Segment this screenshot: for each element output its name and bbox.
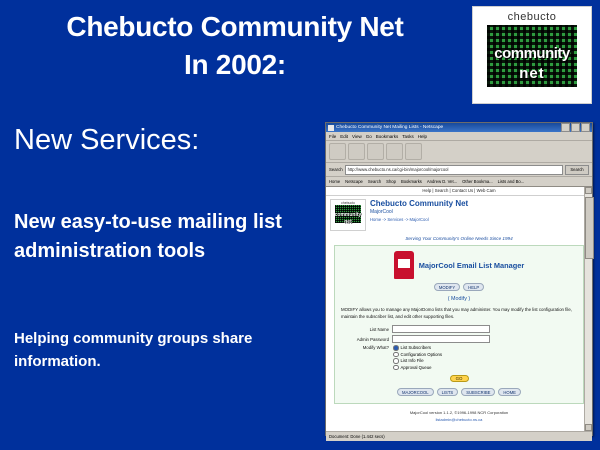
modify-heading: ( Modify ) — [447, 296, 471, 302]
site-logo-word-net: net — [344, 219, 352, 225]
web-page-content — [326, 187, 592, 431]
scrollbar-thumb[interactable] — [585, 197, 594, 259]
panel-bottom-buttons[interactable] — [341, 388, 577, 396]
option-label: List Info File — [400, 358, 424, 364]
close-button[interactable] — [581, 123, 590, 132]
site-logo — [330, 199, 366, 231]
page-title — [0, 8, 470, 84]
page-footer — [326, 410, 592, 423]
body-text-secondary: Helping community groups share information. — [14, 330, 253, 370]
bookmark-lists[interactable]: Lists and Bo... — [497, 179, 525, 184]
site-title: Chebucto Community Net — [370, 199, 469, 208]
option-label: Approval Queue — [400, 364, 432, 370]
radio-icon[interactable] — [393, 345, 399, 351]
list-name-label: List Name — [369, 326, 389, 332]
mailbox-icon — [394, 251, 414, 279]
option-label: Configuration Options — [400, 351, 443, 357]
headline: New Services: — [14, 124, 200, 156]
reload-button-icon[interactable] — [367, 143, 384, 160]
bookmark-home[interactable]: Home — [329, 179, 341, 184]
help-button[interactable]: HELP — [463, 283, 484, 291]
url-input[interactable]: http://www.chebucto.ns.ca/cgi-bin/majorcool/majorcool — [345, 165, 563, 175]
option-list-subscribers[interactable] — [393, 345, 442, 351]
bookmarks-toolbar[interactable] — [326, 177, 592, 187]
site-tagline: Serving Your Community's Online Needs Since 1994 — [405, 236, 513, 241]
site-logo-top-word: chebucto — [341, 201, 355, 205]
modify-what-label: Modify What? — [362, 345, 389, 351]
home-button[interactable]: HOME — [498, 388, 521, 396]
page-scrollbar[interactable] — [584, 187, 592, 431]
majorcool-button[interactable]: MAJORCOOL — [397, 388, 434, 396]
scroll-up-arrow-icon[interactable] — [585, 187, 592, 194]
footer-copyright: MajorCool version 1.1.2, ©1996-1998 NCR Corporation — [409, 410, 509, 416]
window-controls[interactable] — [561, 123, 590, 132]
search-button[interactable]: Search — [565, 165, 589, 175]
go-button[interactable]: GO — [450, 375, 469, 382]
logo-word-community: community — [494, 45, 570, 62]
option-approval-queue[interactable] — [393, 365, 442, 371]
forward-button-icon[interactable] — [348, 143, 365, 160]
radio-icon[interactable] — [393, 352, 399, 358]
browser-app-icon — [328, 125, 334, 131]
bookmark-bookmarks[interactable]: Bookmarks — [400, 179, 422, 184]
menu-help[interactable]: Help — [417, 133, 428, 139]
site-subtitle: MajorCool — [370, 209, 393, 215]
admin-password-input[interactable] — [392, 335, 490, 343]
site-header — [326, 196, 592, 233]
modify-button[interactable]: MODIFY — [434, 283, 460, 291]
modify-form[interactable] — [341, 325, 577, 382]
footer-email-link[interactable]: listadmin@chebucto.ns.ca — [435, 416, 483, 422]
home-button-icon[interactable] — [405, 143, 422, 160]
majorcool-panel — [334, 245, 584, 404]
menu-view[interactable]: View — [352, 133, 362, 139]
browser-statusbar — [326, 431, 592, 441]
list-name-input[interactable] — [392, 325, 490, 333]
panel-title: MajorCool Email List Manager — [418, 260, 525, 270]
chebucto-logo — [472, 6, 592, 104]
logo-top-word: chebucto — [507, 11, 557, 23]
status-text: Document: Done (1.442 secs) — [329, 434, 385, 439]
admin-password-field-row[interactable] — [341, 335, 577, 343]
bookmark-andrew[interactable]: Andrew D. Vet... — [426, 179, 458, 184]
maximize-button[interactable] — [571, 123, 580, 132]
radio-icon[interactable] — [393, 365, 399, 371]
modify-description: MODIFY allows you to manage any MajorDomo lists that you may administer. You may modify the list configuration file, maintain the subscriber list, and edit other supporting files. — [341, 307, 573, 319]
panel-top-buttons[interactable] — [341, 283, 577, 291]
bookmark-netscape[interactable]: Netscape — [345, 179, 363, 184]
menu-tasks[interactable]: Tasks — [402, 133, 414, 139]
browser-window-screenshot — [325, 122, 593, 439]
browser-location-bar[interactable] — [326, 163, 592, 177]
breadcrumb[interactable]: Home -> Services -> MajorCool — [370, 217, 429, 222]
list-name-field-row[interactable] — [341, 325, 577, 333]
browser-titlebar — [326, 123, 592, 132]
option-configuration-options[interactable] — [393, 352, 442, 358]
menu-bookmarks[interactable]: Bookmarks — [375, 133, 399, 139]
browser-window-title: Chebucto Community Net Mailing Lists - Netscape — [336, 125, 444, 130]
site-navbar[interactable]: Help | Search | Contact Us | Web Cam — [326, 187, 592, 196]
browser-toolbar[interactable] — [326, 141, 592, 163]
stop-button-icon[interactable] — [386, 143, 403, 160]
option-label: List Subscribers — [400, 345, 432, 351]
admin-password-label: Admin Password — [356, 336, 389, 342]
title-line-1: Chebucto Community Net — [66, 11, 404, 42]
subscribe-button[interactable]: SUBSCRIBE — [461, 388, 495, 396]
lists-button[interactable]: LISTS — [437, 388, 459, 396]
location-label: Search — [329, 167, 343, 172]
site-logo-word-community: community — [334, 212, 362, 218]
body-text-primary: New easy-to-use mailing list administration tools — [14, 211, 282, 262]
modify-what-options[interactable] — [393, 345, 442, 371]
menu-edit[interactable]: Edit — [340, 133, 349, 139]
menu-file[interactable]: File — [329, 133, 337, 139]
bookmark-shop[interactable]: Shop — [386, 179, 396, 184]
title-line-2: In 2002: — [184, 48, 286, 80]
back-button-icon[interactable] — [329, 143, 346, 160]
modify-what-group[interactable] — [341, 345, 577, 371]
site-header-text — [370, 199, 588, 222]
browser-menubar[interactable] — [326, 132, 592, 141]
option-list-info-file[interactable] — [393, 358, 442, 364]
panel-header — [341, 251, 577, 279]
radio-icon[interactable] — [393, 358, 399, 364]
bookmark-search[interactable]: Search — [367, 179, 382, 184]
scroll-down-arrow-icon[interactable] — [585, 424, 592, 431]
bookmark-other[interactable]: Other Bookma... — [462, 179, 493, 184]
logo-word-net: net — [519, 65, 545, 82]
minimize-button[interactable] — [561, 123, 570, 132]
menu-go[interactable]: Go — [365, 133, 372, 139]
